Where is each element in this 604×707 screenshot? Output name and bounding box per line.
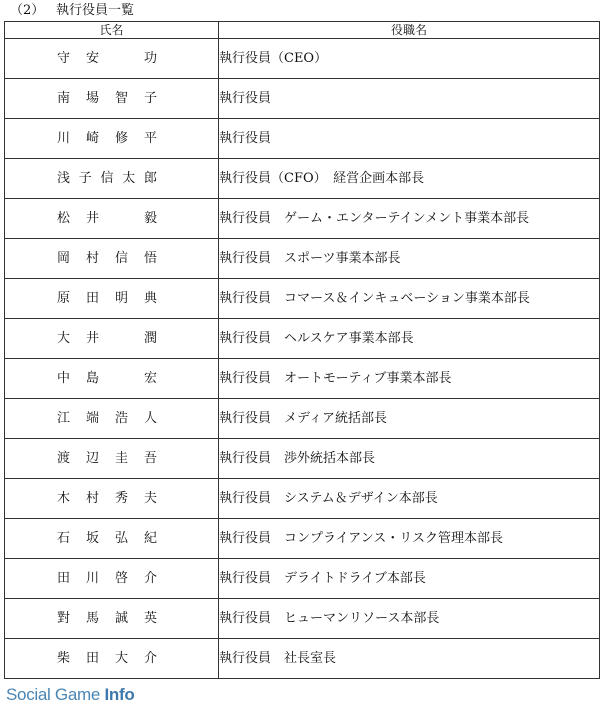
officer-name [5, 119, 219, 159]
officer-name [5, 279, 219, 319]
officer-name [5, 199, 219, 239]
officer-title: 執行役員 渉外統括本部長 [219, 439, 600, 479]
officer-name-chars [57, 559, 157, 598]
officer-title: 執行役員 ヘルスケア事業本部長 [219, 319, 600, 359]
officer-name-char: 潤 [143, 331, 157, 346]
officer-name-char: 悟 [143, 251, 157, 266]
table-body [5, 39, 600, 679]
section-number: （2） [10, 3, 45, 18]
officer-name-char: 吾 [143, 451, 157, 466]
officer-name-char: 中 [57, 371, 71, 386]
officer-name-char: 宏 [143, 371, 157, 386]
table-row [5, 399, 600, 439]
officer-name [5, 159, 219, 199]
section-heading [10, 2, 134, 20]
officer-name-char: 介 [143, 571, 157, 586]
section-title: 執行役員一覧 [56, 3, 135, 18]
officer-name-char: 毅 [143, 211, 157, 226]
officer-name-char: 南 [57, 91, 71, 106]
table-row [5, 79, 600, 119]
officer-name-char: 渡 [57, 451, 71, 466]
officer-name [5, 399, 219, 439]
officer-name [5, 519, 219, 559]
officer-name-char: 明 [114, 291, 128, 306]
officer-name [5, 599, 219, 639]
officer-name-char: 功 [143, 51, 157, 66]
officer-name-chars [57, 199, 157, 238]
officer-name-chars [57, 279, 157, 318]
officer-name-char [115, 39, 128, 78]
officer-name-char [115, 319, 128, 358]
officer-name-char: 田 [85, 291, 99, 306]
officer-name-char: 崎 [85, 131, 99, 146]
officer-name-char: 井 [86, 211, 100, 226]
officer-name-char [115, 359, 128, 398]
officer-title: 執行役員（CEO） [219, 39, 600, 79]
officer-name-char: 大 [114, 651, 128, 666]
officer-name-char: 人 [143, 411, 157, 426]
officer-name-char: 智 [114, 91, 128, 106]
officer-name-chars [57, 39, 157, 78]
officer-name-char: 紀 [143, 531, 157, 546]
officer-name-char: 太 [122, 171, 136, 186]
watermark-logo [6, 684, 134, 706]
watermark-text-strong: Info [104, 685, 135, 704]
officer-title: 執行役員 [219, 119, 600, 159]
officer-name-char: 安 [86, 51, 100, 66]
officer-name [5, 359, 219, 399]
officer-name-char: 子 [143, 91, 157, 106]
officer-name [5, 39, 219, 79]
officer-name-char: 村 [85, 491, 99, 506]
officer-name-char: 平 [143, 131, 157, 146]
header-name: 氏名 [5, 22, 219, 39]
officer-name-char: 啓 [114, 571, 128, 586]
officer-name-char: 島 [86, 371, 100, 386]
officer-name-char: 信 [100, 171, 114, 186]
officer-name-chars [57, 639, 157, 678]
officer-name-char: 子 [78, 171, 92, 186]
officer-title: 執行役員（CFO） 経営企画本部長 [219, 159, 600, 199]
officer-title: 執行役員 メディア統括部長 [219, 399, 600, 439]
officer-name-char: 川 [57, 131, 71, 146]
officer-name-char: 夫 [143, 491, 157, 506]
officer-name-char: 松 [57, 211, 71, 226]
table-row [5, 479, 600, 519]
table-row [5, 119, 600, 159]
officer-title: 執行役員 ゲーム・エンターテインメント事業本部長 [219, 199, 600, 239]
officer-name-chars [57, 599, 157, 638]
officer-name-char: 端 [85, 411, 99, 426]
officer-name-chars [57, 79, 157, 118]
officer-name-char [115, 199, 128, 238]
table-row [5, 439, 600, 479]
officer-name-char: 介 [143, 651, 157, 666]
table-row [5, 39, 600, 79]
officer-name-char: 英 [143, 611, 157, 626]
table-row [5, 239, 600, 279]
table-row [5, 159, 600, 199]
officer-name-char: 守 [57, 51, 71, 66]
officer-title: 執行役員 スポーツ事業本部長 [219, 239, 600, 279]
officer-title: 執行役員 社長室長 [219, 639, 600, 679]
table-row [5, 519, 600, 559]
officer-name-char: 場 [85, 91, 99, 106]
officer-title: 執行役員 コンプライアンス・リスク管理本部長 [219, 519, 600, 559]
officer-name-chars [57, 319, 157, 358]
officers-table [4, 21, 600, 679]
officer-name-chars [57, 119, 157, 158]
officer-name-char: 修 [114, 131, 128, 146]
officer-name [5, 479, 219, 519]
officer-name-char: 木 [57, 491, 71, 506]
officer-name-chars [57, 479, 157, 518]
officer-name-chars [57, 439, 157, 478]
officer-name-char: 石 [57, 531, 71, 546]
officer-name [5, 439, 219, 479]
officer-name-char: 郎 [143, 171, 157, 186]
officer-name [5, 79, 219, 119]
officer-name-char: 田 [57, 571, 71, 586]
officer-name-char: 浅 [57, 171, 71, 186]
officer-name-char: 坂 [85, 531, 99, 546]
officer-name-chars [57, 359, 157, 398]
officer-name-char: 信 [114, 251, 128, 266]
officer-name-char: 對 [57, 611, 71, 626]
officer-name [5, 239, 219, 279]
officer-name [5, 559, 219, 599]
officer-name-char: 典 [143, 291, 157, 306]
table-row [5, 199, 600, 239]
officer-name-char: 田 [85, 651, 99, 666]
officer-name-char: 柴 [57, 651, 71, 666]
officer-name-char: 辺 [85, 451, 99, 466]
officer-title: 執行役員 [219, 79, 600, 119]
watermark-text: Social Game [6, 685, 105, 704]
officer-name-char: 誠 [114, 611, 128, 626]
officer-name-chars [57, 399, 157, 438]
officer-name-char: 村 [85, 251, 99, 266]
officer-title: 執行役員 システム＆デザイン本部長 [219, 479, 600, 519]
officer-title: 執行役員 オートモーティブ事業本部長 [219, 359, 600, 399]
officer-name-char: 馬 [85, 611, 99, 626]
officer-name-chars [57, 159, 157, 198]
officer-name [5, 639, 219, 679]
officer-name-char: 浩 [114, 411, 128, 426]
officer-title: 執行役員 ヒューマンリソース本部長 [219, 599, 600, 639]
officer-name-char: 大 [57, 331, 71, 346]
table-row [5, 559, 600, 599]
table-row [5, 359, 600, 399]
officer-name-char: 秀 [114, 491, 128, 506]
officer-name-char: 井 [86, 331, 100, 346]
table-row [5, 599, 600, 639]
table-row [5, 279, 600, 319]
officer-title: 執行役員 デライトドライブ本部長 [219, 559, 600, 599]
officer-name-char: 原 [57, 291, 71, 306]
officer-name-chars [57, 239, 157, 278]
table-row [5, 319, 600, 359]
officer-name-char: 岡 [57, 251, 71, 266]
officer-name-char: 圭 [114, 451, 128, 466]
officer-name-char: 江 [57, 411, 71, 426]
table-row [5, 639, 600, 679]
officer-name-char: 弘 [114, 531, 128, 546]
officer-title: 執行役員 コマース＆インキュベーション事業本部長 [219, 279, 600, 319]
table-header-row [5, 22, 600, 39]
officer-name [5, 319, 219, 359]
officer-name-char: 川 [85, 571, 99, 586]
header-title: 役職名 [219, 22, 600, 39]
officer-name-chars [57, 519, 157, 558]
